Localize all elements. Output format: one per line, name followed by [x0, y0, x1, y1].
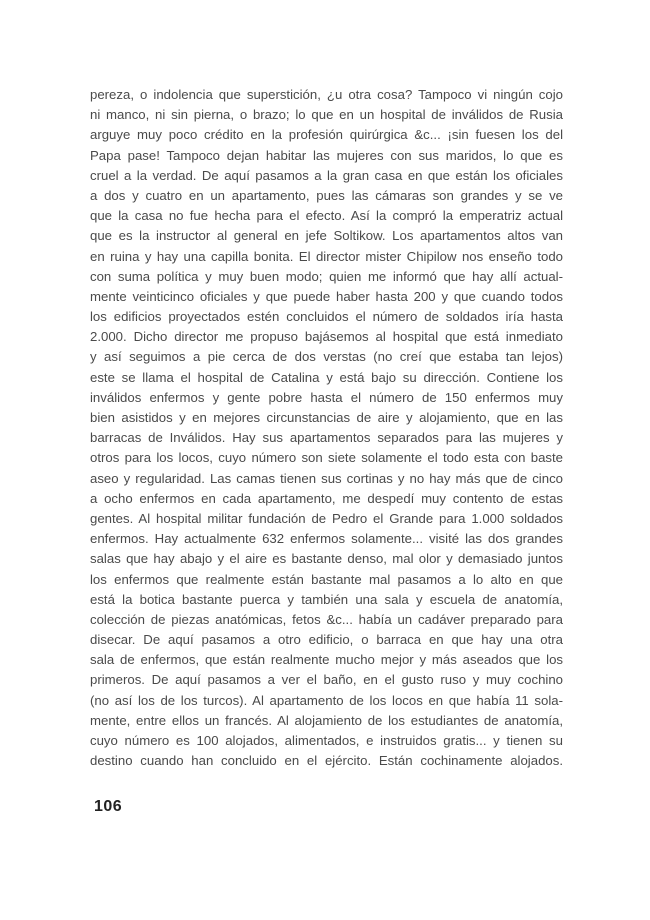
body-text-line: inválidos enfermos y gente pobre hasta el número de 150 enfermos muy [90, 389, 563, 405]
body-text-line: mente veinticinco oficiales y que puede haber hasta 200 y que cuando todos [90, 288, 563, 304]
body-text-line: 2.000. Dicho director me propuso bajásemos al hospital que está inmediato [90, 329, 563, 345]
body-text-line: disecar. De aquí pasamos a otro edificio, o barraca en que hay una otra [90, 632, 563, 648]
body-text-line: a dos y cuatro en un apartamento, pues las cámaras son grandes y se ve [90, 187, 563, 203]
body-text-line: primeros. De aquí pasamos a ver el baño, en el gusto ruso y muy cochino [90, 672, 563, 688]
body-text-line: gentes. Al hospital militar fundación de Pedro el Grande para 1.000 soldados [90, 510, 563, 526]
body-text-line: los enfermos que realmente están bastante mal pasamos a lo alto en que [90, 571, 563, 587]
body-text-line: cuyo número es 100 alojados, alimentados, e instruidos gratis... y tienen su [90, 733, 563, 748]
body-text-line: este se llama el hospital de Catalina y está bajo su dirección. Contiene los [90, 369, 563, 385]
body-text-line: los edificios proyectados estén concluidos el número de soldados iría hasta [90, 309, 563, 325]
body-text-line: cruel a la verdad. De aquí pasamos a la gran casa en que están los oficiales [90, 167, 563, 183]
body-text-line: que es la instructor al general en jefe Soltikow. Los apartamentos altos van [90, 228, 563, 244]
body-text-line: está la botica bastante puerca y también una sala y escuela de anatomía, [90, 591, 563, 607]
body-text-line: a ocho enfermos en cada apartamento, me despedí muy contento de estas [90, 490, 563, 506]
body-text-line: pereza, o indolencia que superstición, ¿u otra cosa? Tampoco vi ningún cojo [90, 87, 563, 102]
body-text-line: con suma política y muy buen modo; quien me informó que hay allí actual- [90, 268, 563, 284]
body-text-line: (no así los de los turcos). Al apartamento de los locos en que había 11 sola- [90, 692, 563, 708]
body-text-line: arguye muy poco crédito en la profesión quirúrgica &c... ¡sin fuesen los del [90, 127, 563, 143]
body-text-line: y así seguimos a pie cerca de dos verstas (no creí que estaba tan lejos) [90, 349, 563, 365]
body-text-line: salas que hay abajo y el aire es bastante denso, mal olor y demasiado juntos [90, 551, 563, 567]
page-number: 106 [94, 798, 123, 815]
body-text-line: que la casa no fue hecha para el efecto. Así la compró la emperatriz actual [90, 208, 563, 224]
body-text-line: mente, entre ellos un francés. Al alojamiento de los estudiantes de anatomía, [90, 712, 563, 728]
body-text-line: aseo y regularidad. Las camas tienen sus cortinas y no hay más que de cinco [90, 470, 563, 486]
body-text-line: bien asistidos y en mejores circunstancias de aire y alojamiento, que en las [90, 410, 563, 425]
body-text-line: destino cuando han concluido en el ejército. Están cochinamente alojados. [90, 753, 563, 769]
body-text-line: ni manco, ni sin pierna, o brazo; lo que en un hospital de inválidos de Rusia [90, 107, 563, 123]
body-text-line: colección de piezas anatómicas, fetos &c... había un cadáver preparado para [90, 611, 563, 627]
body-text-block [90, 85, 563, 771]
body-text-line: barracas de Inválidos. Hay sus apartamentos separados para las mujeres y [90, 430, 563, 446]
body-text-line: en ruina y hay una capilla bonita. El director mister Chipilow nos enseño todo [90, 248, 563, 264]
body-text-line: sala de enfermos, que están realmente mucho mejor y más aseados que los [90, 652, 563, 668]
body-text-line: otros para los locos, cuyo número son siete solamente el todo esta con baste [90, 450, 563, 466]
body-text-line: enfermos. Hay actualmente 632 enfermos solamente... visité las dos grandes [90, 531, 563, 547]
body-text-line: Papa pase! Tampoco dejan habitar las mujeres con sus maridos, lo que es [90, 147, 563, 163]
